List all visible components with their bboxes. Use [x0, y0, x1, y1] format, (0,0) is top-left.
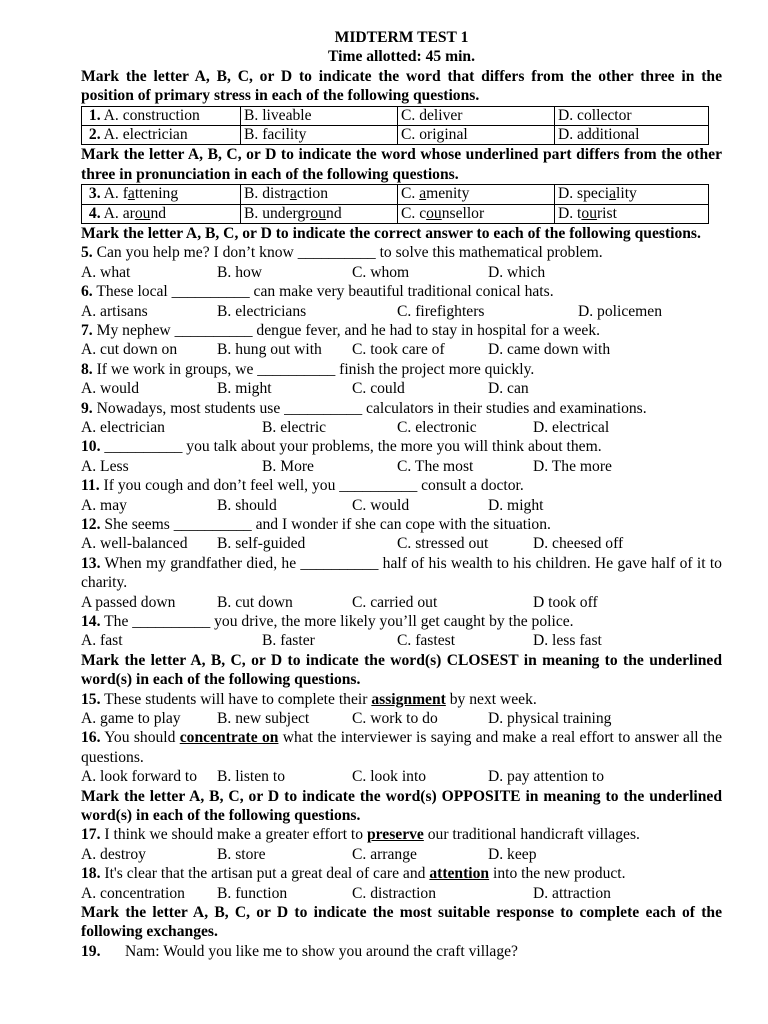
option-c: C. could: [352, 380, 405, 398]
option-c: C. counsellor: [398, 204, 555, 223]
time-allotted: Time allotted: 45 min.: [328, 48, 475, 66]
question-18: 18. It's clear that the artisan put a great deal of care and attention into the new product.: [81, 865, 626, 883]
option-a: A. cut down on: [81, 341, 178, 359]
underlined-part: a: [289, 185, 297, 203]
options-7: [81, 340, 722, 359]
options-8: [81, 379, 722, 398]
options-14: [81, 631, 722, 650]
option-a: 4. A. around: [82, 204, 241, 223]
test-title: MIDTERM TEST 1: [334, 29, 469, 46]
table-row: [82, 204, 709, 223]
option-c: C. firefighters: [397, 302, 485, 320]
opposite-meaning-instructions: Mark the letter A, B, C, or D to indicate the word(s) OPPOSITE in meaning to the underlined word(s) in each of the following questions.: [81, 787, 722, 825]
option-d: D. keep: [488, 845, 537, 863]
option-a: A. what: [81, 263, 131, 281]
exchange-instructions: Mark the letter A, B, C, or D to indicate the most suitable response to complete each of the following exchanges.: [81, 904, 722, 941]
option-c: C. electronic: [397, 419, 477, 437]
underlined-keyword: concentrate on: [179, 729, 279, 747]
option-b: B. store: [217, 845, 266, 863]
option-c: C. look into: [352, 768, 427, 786]
question-text: She seems __________ and I wonder if she can cope with the situation.: [104, 516, 551, 534]
option-b: B. liveable: [241, 106, 398, 125]
options-6: [81, 302, 722, 321]
question-number: 3.: [88, 185, 101, 203]
option-b: B. might: [217, 380, 272, 398]
underlined-keyword: assignment: [371, 690, 446, 708]
stress-table: [81, 106, 709, 146]
question-6: 6. These local __________ can make very beautiful traditional conical hats.: [81, 283, 554, 301]
question-8: 8. If we work in groups, we __________ finish the project more quickly.: [81, 360, 535, 378]
option-d: D. additional: [555, 126, 709, 145]
options-11: [81, 496, 722, 515]
question-text: If you cough and don’t feel well, you __________ consult a doctor.: [103, 477, 524, 495]
underlined-part: a: [127, 185, 135, 203]
underlined-part: ou: [310, 204, 327, 222]
options-16: [81, 767, 722, 786]
option-a: A. electrician: [81, 419, 165, 437]
pronunciation-table: [81, 184, 709, 224]
option-d: D. collector: [555, 106, 709, 125]
option-a: A. fast: [81, 632, 123, 650]
table-row: [82, 106, 709, 125]
question-text: Nowadays, most students use __________ calculators in their studies and examinations.: [96, 399, 647, 417]
option-a: A. would: [81, 380, 140, 398]
option-c: C. distraction: [352, 884, 437, 902]
option-a: A. look forward to: [81, 768, 198, 786]
option-d: D. speciality: [555, 185, 709, 204]
option-d: D. policemen: [578, 302, 663, 320]
question-text: The __________ you drive, the more likely you’ll get caught by the police.: [104, 613, 574, 631]
option-d: D. pay attention to: [488, 768, 605, 786]
option-d: D. can: [488, 380, 529, 398]
option-b: B. underground: [241, 204, 398, 223]
underlined-keyword: preserve: [366, 826, 424, 844]
option-b: B. faster: [262, 632, 315, 650]
option-b: B. facility: [241, 126, 398, 145]
question-9: 9. Nowadays, most students use __________ calculators in their studies and examinations.: [81, 399, 647, 417]
stress-instructions: Mark the letter A, B, C, or D to indicate the word that differs from the other three in the position of primary stress in each of the following questions.: [81, 67, 722, 105]
option-b: B. hung out with: [217, 341, 322, 359]
options-13: [81, 593, 722, 612]
table-row: [82, 126, 709, 145]
options-9: [81, 418, 722, 437]
option-c: C. The most: [397, 457, 474, 475]
question-7: 7. My nephew __________ dengue fever, and he had to stay in hospital for a week.: [81, 322, 601, 340]
options-10: [81, 457, 722, 476]
question-number: 2.: [88, 126, 101, 144]
option-c: C. fastest: [397, 632, 456, 650]
option-d: D. electrical: [533, 419, 610, 437]
underlined-part: ou: [426, 204, 442, 222]
question-14: 14. The __________ you drive, the more likely you’ll get caught by the police.: [81, 613, 574, 631]
option-d: D. tourist: [555, 204, 709, 223]
question-text: Can you help me? I don’t know __________ to solve this mathematical problem.: [96, 244, 603, 262]
option-d: D. attraction: [533, 884, 611, 902]
question-13: 13. When my grandfather died, he __________ half of his wealth to his children. He gave half of it to charity.: [81, 554, 722, 592]
question-number: 4.: [88, 204, 101, 222]
option-b: B. should: [217, 496, 277, 514]
option-d: D. came down with: [488, 341, 611, 359]
option-d: D. cheesed off: [533, 535, 624, 553]
option-d: D. physical training: [488, 710, 612, 728]
option-b: B. electric: [262, 419, 327, 437]
question-17: 17. I think we should make a greater effort to preserve our traditional handicraft villages.: [81, 826, 640, 844]
option-b: B. new subject: [217, 710, 310, 728]
option-b: B. electricians: [217, 302, 307, 320]
table-row: [82, 185, 709, 204]
option-b: B. how: [217, 263, 263, 281]
option-a: [82, 126, 241, 145]
closest-meaning-instructions: Mark the letter A, B, C, or D to indicate the word(s) CLOSEST in meaning to the underlined word(s) in each of the following questions.: [81, 651, 722, 689]
question-11: 11. If you cough and don’t feel well, you __________ consult a doctor.: [81, 477, 524, 495]
option-d: D took off: [533, 593, 598, 611]
question-text: These local __________ can make very beautiful traditional conical hats.: [96, 283, 554, 301]
multiple-choice-instructions: Mark the letter A, B, C, or D to indicate the correct answer to each of the following questions.: [81, 225, 701, 243]
underlined-part: ou: [581, 204, 597, 222]
option-b: B. listen to: [217, 768, 286, 786]
option-c: C. would: [352, 496, 410, 514]
option-c: C. amenity: [398, 185, 555, 204]
question-15: 15. These students will have to complete their assignment by next week.: [81, 690, 537, 708]
options-12: [81, 534, 722, 553]
option-c: C. carried out: [352, 593, 438, 611]
option-c: C. whom: [352, 263, 410, 281]
option-b: B. cut down: [217, 593, 293, 611]
option-d: D. less fast: [533, 632, 602, 650]
question-text: My nephew __________ dengue fever, and he had to stay in hospital for a week.: [96, 322, 601, 340]
option-c: C. stressed out: [397, 535, 489, 553]
option-a: 3. A. fattening: [82, 185, 241, 204]
question-16: 16. You should concentrate on what the interviewer is saying and make a real effort to answer all the questions.: [81, 729, 722, 766]
option-c: C. arrange: [352, 845, 417, 863]
option-text: A. construction: [103, 106, 200, 124]
option-d: D. might: [488, 496, 544, 514]
pronunciation-instructions: Mark the letter A, B, C, or D to indicate the word whose underlined part differs from the other three in pronunciation in each of the following questions.: [81, 146, 722, 183]
option-a: A. game to play: [81, 710, 181, 728]
options-15: [81, 709, 722, 728]
option-text: A. electrician: [103, 126, 188, 144]
underlined-part: a: [609, 185, 617, 203]
underlined-keyword: attention: [429, 865, 490, 883]
question-19: 19. Nam: Would you like me to show you around the craft village?: [81, 942, 518, 960]
option-b: B. function: [217, 884, 288, 902]
option-a: A. may: [81, 496, 127, 514]
option-a: A. destroy: [81, 845, 146, 863]
options-18: [81, 884, 722, 903]
option-b: B. distraction: [241, 185, 398, 204]
options-5: [81, 263, 722, 282]
question-number: 1.: [88, 106, 101, 124]
test-page: [81, 28, 722, 961]
option-a: A. Less: [81, 457, 129, 475]
options-17: [81, 845, 722, 864]
option-b: B. self-guided: [217, 535, 306, 553]
question-10: 10. __________ you talk about your problems, the more you will think about them.: [81, 438, 602, 456]
option-c: C. original: [398, 126, 555, 145]
option-d: D. which: [488, 263, 546, 281]
option-a: A. artisans: [81, 302, 148, 320]
question-text: If we work in groups, we __________ finish the project more quickly.: [96, 360, 535, 378]
option-c: C. deliver: [398, 106, 555, 125]
option-a: [82, 106, 241, 125]
question-12: 12. She seems __________ and I wonder if she can cope with the situation.: [81, 516, 551, 534]
option-d: D. The more: [533, 457, 612, 475]
option-b: B. More: [262, 457, 314, 475]
option-a: A. concentration: [81, 884, 185, 902]
option-a: A passed down: [81, 593, 176, 611]
question-text: __________ you talk about your problems, the more you will think about them.: [104, 438, 602, 456]
option-c: C. work to do: [352, 710, 438, 728]
question-text: When my grandfather died, he __________ half of his wealth to his children. He gave half of it to charity.: [81, 554, 722, 592]
question-text: Nam: Would you like me to show you around the craft village?: [125, 942, 518, 960]
underlined-part: ou: [134, 204, 151, 222]
underlined-part: a: [419, 185, 427, 203]
option-c: C. took care of: [352, 341, 445, 359]
option-a: A. well-balanced: [81, 535, 188, 553]
question-5: 5. Can you help me? I don’t know __________ to solve this mathematical problem.: [81, 244, 603, 262]
